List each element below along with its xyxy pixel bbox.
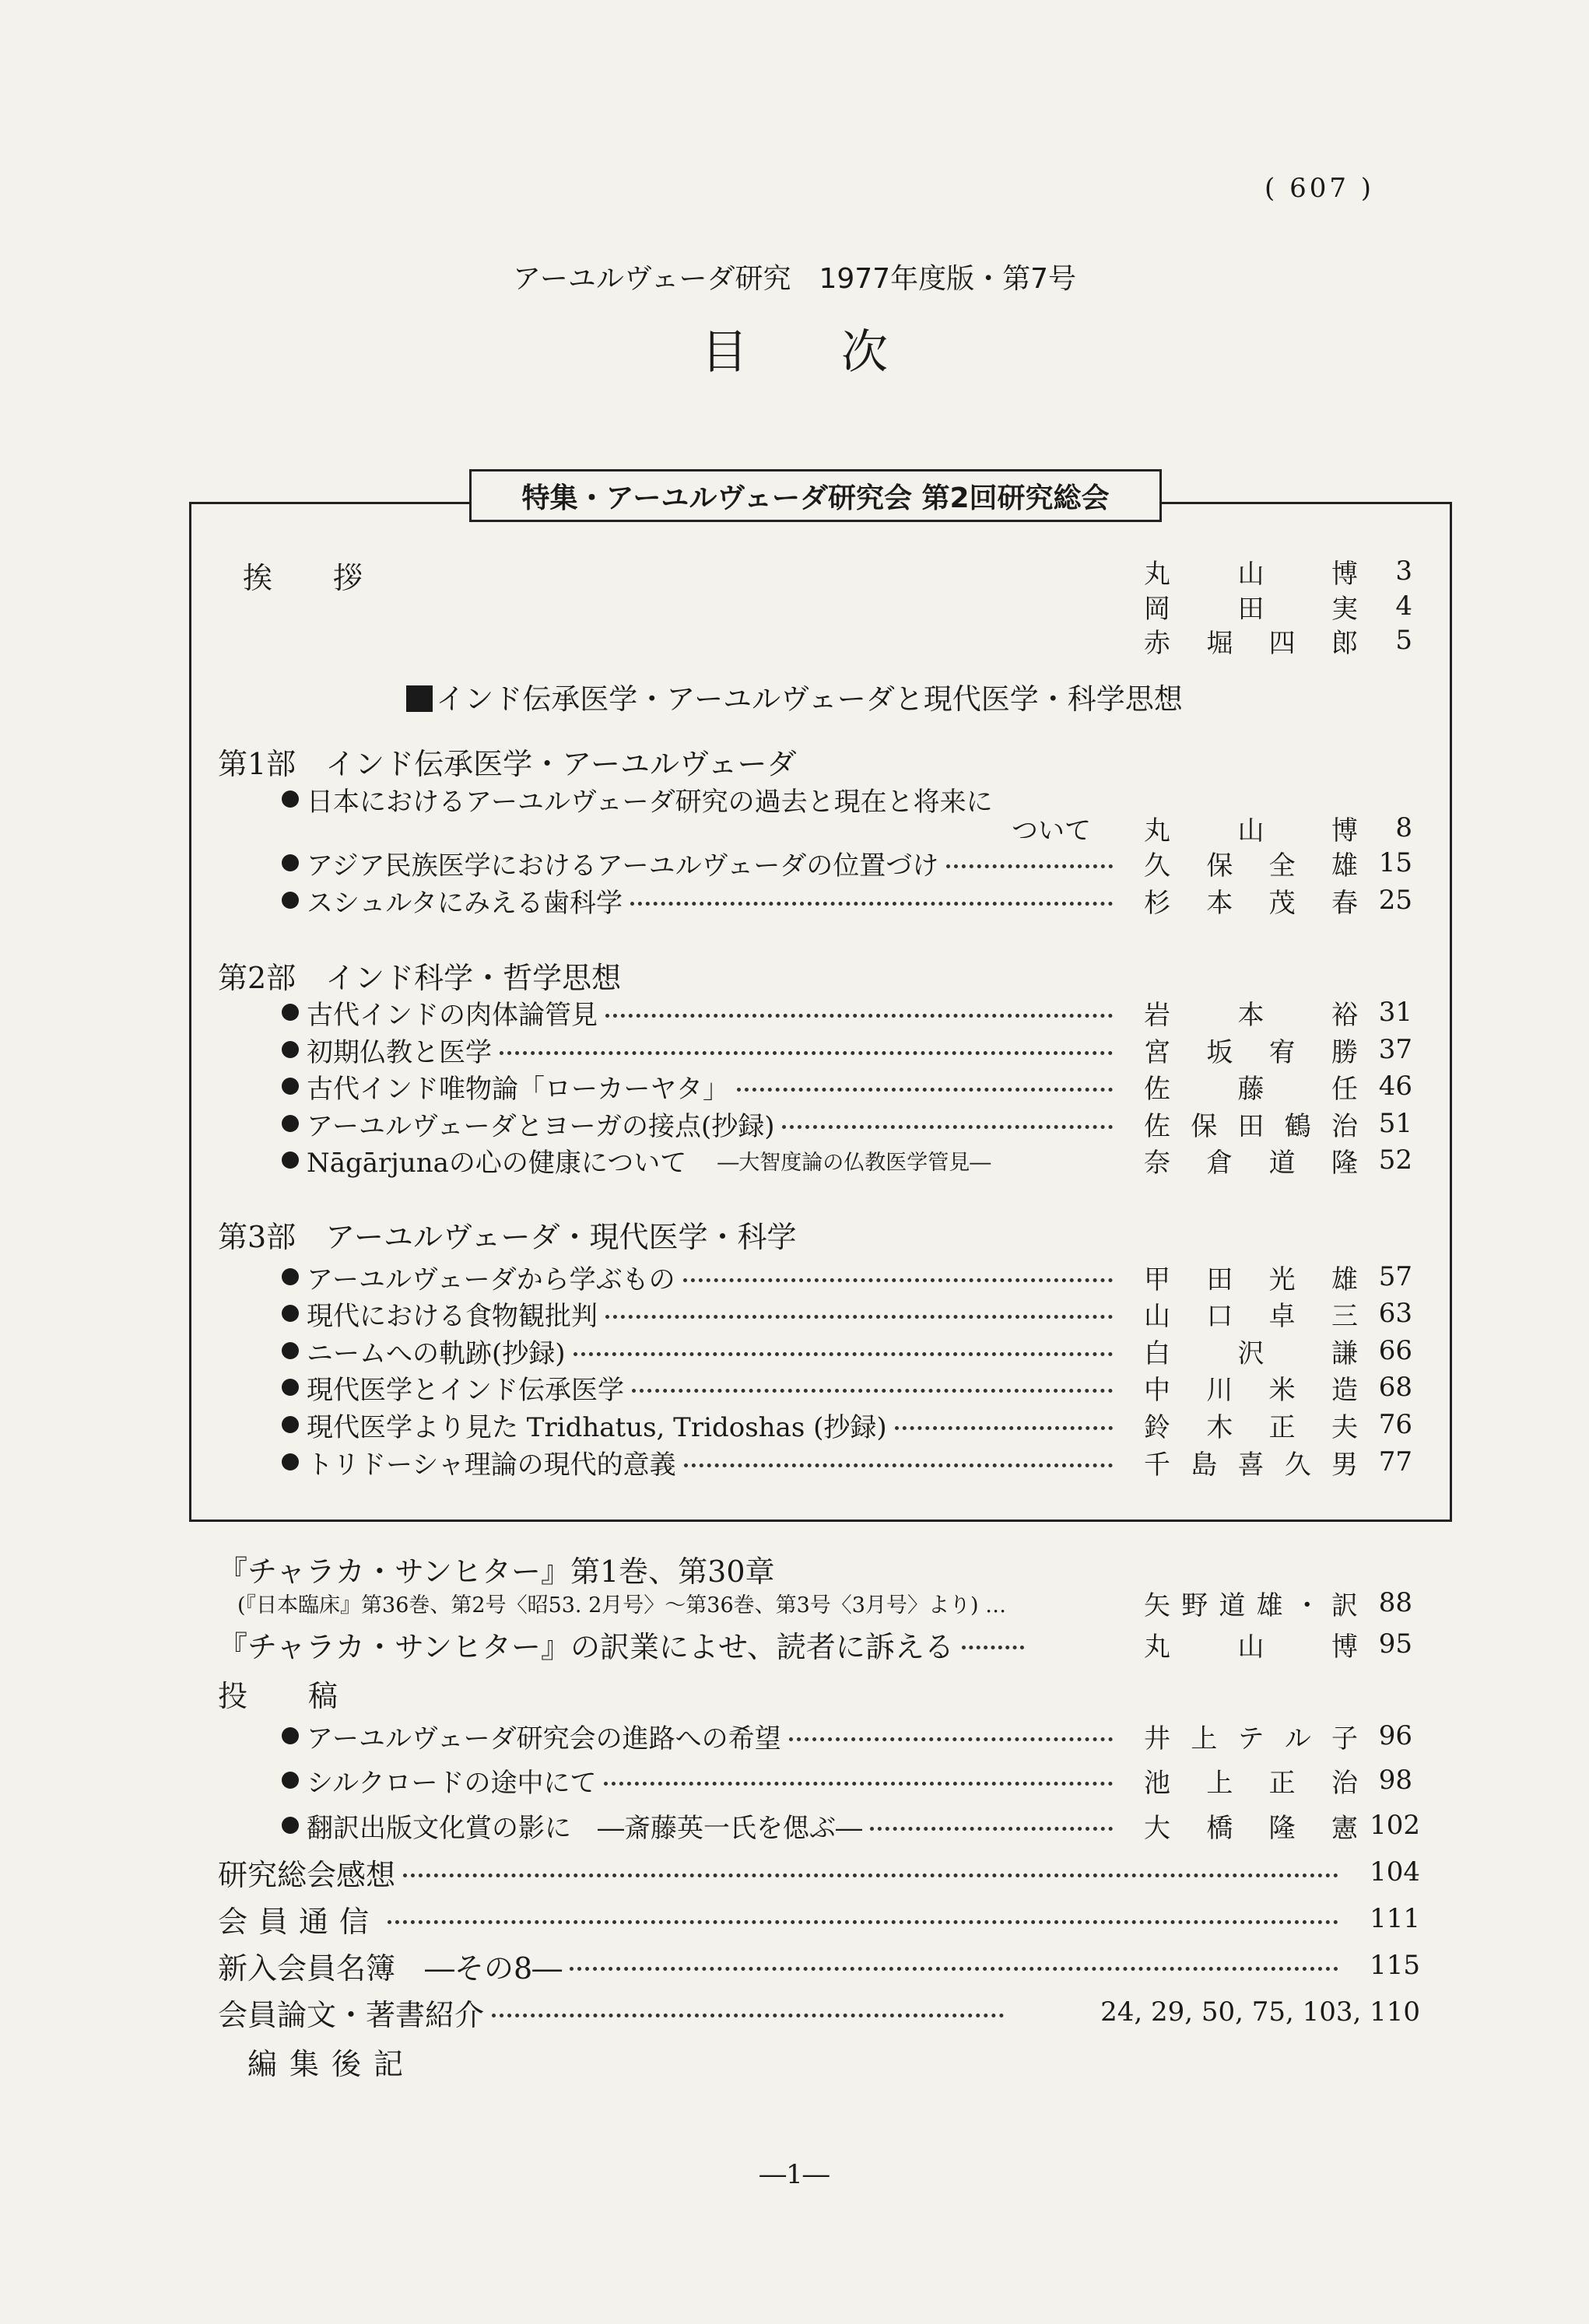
toc-entry [282, 994, 1121, 1031]
greeting-label: 挨 拶 [243, 560, 379, 595]
page-ref: 115 [1370, 1950, 1420, 1981]
contrib-heading: 投 稿 [218, 1678, 354, 1713]
entry-title: アーユルヴェーダ研究会の進路への希望 [307, 1723, 781, 1754]
entry-title: Nāgārjunaの心の健康について [307, 1147, 687, 1179]
toc-entry [282, 1369, 1121, 1406]
page-ref: 68 [1378, 1372, 1412, 1403]
entry-title: 現代医学とインド伝承医学 [307, 1374, 624, 1406]
bullet-icon [282, 1004, 299, 1021]
page-ref: 25 [1378, 885, 1412, 916]
entry-subtitle: ―大智度論の仏教医学管見― [717, 1150, 991, 1175]
page-ref: 98 [1378, 1765, 1412, 1796]
page-ref: 104 [1370, 1856, 1420, 1888]
page-ref: 51 [1378, 1108, 1412, 1139]
entry-title: シルクロードの途中にて [307, 1767, 597, 1799]
page-ref: 102 [1370, 1810, 1420, 1841]
toc-entry [282, 1295, 1121, 1332]
dot-leader [962, 1646, 1024, 1649]
page-ref: 57 [1378, 1261, 1412, 1292]
entry-title: 会員通信 [218, 1904, 381, 1939]
translator-name: 矢 野 道 雄 ・ 訳 [1144, 1590, 1358, 1621]
entry-title: ニームへの軌跡(抄録) [307, 1337, 566, 1369]
toc-entry [282, 1443, 1121, 1481]
toc-entry [282, 1717, 1121, 1754]
toc-entry [218, 1947, 1346, 1984]
toc-entry [282, 844, 1121, 882]
page-number: ( 607 ) [1265, 173, 1375, 204]
dot-leader [605, 1014, 1113, 1018]
author-name: 甲 田 光 雄 [1144, 1264, 1358, 1295]
bullet-icon [282, 1727, 299, 1744]
square-icon [406, 685, 433, 712]
bullet-icon [282, 1772, 299, 1789]
page-ref: 46 [1378, 1071, 1412, 1102]
toc-entry [282, 1031, 1121, 1068]
dot-leader [782, 1125, 1113, 1129]
toc-entry [282, 1067, 1121, 1105]
author-name: 岩 本 裕 [1144, 999, 1358, 1031]
dot-leader [605, 1315, 1113, 1319]
entry-title: 日本におけるアーユルヴェーダ研究の過去と現在と将来に [307, 786, 993, 818]
page-ref: 52 [1378, 1144, 1412, 1176]
toc-entry [282, 1406, 1121, 1443]
author-name: 佐 保 田 鶴 治 [1144, 1110, 1358, 1142]
entry-title: 古代インドの肉体論管見 [307, 999, 598, 1031]
author-name: 丸 山 博 [1144, 558, 1358, 590]
dot-leader [870, 1827, 1113, 1831]
dot-leader [604, 1782, 1113, 1786]
entry-title: 初期仏教と医学 [307, 1036, 492, 1068]
journal-line: アーユルヴェーダ研究 1977年度版・第7号 [512, 263, 1076, 295]
author-name: 久 保 全 雄 [1144, 850, 1358, 882]
author-name: 鈴 木 正 夫 [1144, 1411, 1358, 1443]
page-ref: 15 [1378, 847, 1412, 878]
toc-entry [282, 1761, 1121, 1799]
author-name: 千 島 喜 久 男 [1144, 1449, 1358, 1481]
toc-entry [218, 1900, 1346, 1937]
author-name: 井 上 テ ル 子 [1144, 1723, 1358, 1754]
author-name: 佐 藤 任 [1144, 1073, 1358, 1105]
bullet-icon [282, 1379, 299, 1396]
entry-title: 古代インド唯物論「ローカーヤタ」 [307, 1073, 729, 1105]
entry-title-cont: ついて [1012, 815, 1091, 847]
special-banner: 特集・アーユルヴェーダ研究会 第2回研究総会 [469, 469, 1162, 522]
entry-title: 現代医学より見た Tridhatus, Tridoshas (抄録) [307, 1411, 887, 1443]
charaka-title: 『チャラカ・サンヒター』第1巻、第30章 [218, 1554, 775, 1589]
dot-leader [570, 1967, 1338, 1971]
entry-title: アーユルヴェーダから学ぶもの [307, 1264, 675, 1295]
author-name: 丸 山 博 [1144, 1631, 1358, 1663]
author-name: 赤 堀 四 郎 [1144, 627, 1358, 659]
dot-leader [388, 1920, 1338, 1924]
dot-leader [403, 1874, 1338, 1877]
page-ref: 111 [1370, 1903, 1420, 1934]
bullet-icon [282, 1817, 299, 1834]
dot-leader [946, 864, 1113, 868]
bullet-icon [282, 790, 299, 808]
page-ref: 8 [1395, 812, 1412, 843]
charaka-note: (『日本臨床』第36巻、第2号〈昭53. 2月号〉～第36巻、第3号〈3月号〉より) … [237, 1593, 1007, 1618]
page-ref: 95 [1378, 1628, 1412, 1660]
author-name: 奈 倉 道 隆 [1144, 1147, 1358, 1179]
theme-text: インド伝承医学・アーユルヴェーダと現代医学・科学思想 [436, 682, 1183, 716]
entry-title: トリドーシャ理論の現代的意義 [307, 1449, 676, 1481]
toc-entry [282, 1332, 1121, 1369]
author-name: 岡 田 実 [1144, 593, 1358, 625]
toc-entry [282, 1141, 1121, 1179]
bullet-icon [282, 1041, 299, 1058]
part-heading: 第2部 インド科学・哲学思想 [218, 960, 622, 995]
bullet-icon [282, 1268, 299, 1285]
page-ref: 66 [1378, 1335, 1412, 1366]
bullet-icon [282, 854, 299, 871]
dot-leader [630, 902, 1113, 906]
dot-leader [895, 1426, 1113, 1430]
page-ref: 5 [1395, 625, 1412, 656]
part-heading: 第3部 アーユルヴェーダ・現代医学・科学 [218, 1219, 797, 1254]
author-name: 白 沢 謙 [1144, 1337, 1358, 1369]
entry-title: 『チャラカ・サンヒター』の訳業によせ、読者に訴える [218, 1629, 954, 1664]
toc-entry [218, 1625, 1121, 1663]
theme-heading [0, 675, 1589, 717]
bullet-icon [282, 1078, 299, 1095]
entry-title: 新入会員名簿 ―その8― [218, 1951, 563, 1986]
bullet-icon [282, 1115, 299, 1132]
bullet-icon [282, 1453, 299, 1470]
page-ref: 76 [1378, 1409, 1412, 1440]
page-ref: 63 [1378, 1298, 1412, 1329]
author-name: 大 橋 隆 憲 [1144, 1812, 1358, 1844]
page-ref: 24, 29, 50, 75, 103, 110 [1100, 1996, 1420, 2028]
toc-entry [282, 1105, 1121, 1142]
bullet-icon [282, 892, 299, 909]
page-ref: 37 [1378, 1034, 1412, 1065]
dot-leader [574, 1352, 1113, 1356]
bullet-icon [282, 1305, 299, 1322]
toc-title: 目次 [701, 325, 981, 380]
editorial-postscript: 編集後記 [247, 2046, 416, 2081]
bullet-icon [282, 1342, 299, 1359]
bullet-icon [282, 1151, 299, 1169]
page-ref: 3 [1395, 556, 1412, 587]
folio: ―1― [759, 2159, 830, 2190]
entry-title: アジア民族医学におけるアーユルヴェーダの位置づけ [307, 850, 939, 882]
bullet-icon [282, 1416, 299, 1433]
dot-leader [683, 1278, 1113, 1282]
page-ref: 4 [1395, 591, 1412, 622]
entry-title: 研究総会感想 [218, 1857, 396, 1892]
author-name: 杉 本 茂 春 [1144, 887, 1358, 919]
entry-title: 会員論文・著書紹介 [218, 1997, 485, 2032]
page-ref: 96 [1378, 1720, 1412, 1751]
entry-title: スシュルタにみえる歯科学 [307, 887, 623, 919]
dot-leader [632, 1389, 1113, 1393]
dot-leader [684, 1463, 1113, 1467]
toc-entry [218, 1853, 1346, 1891]
toc-entry [282, 1807, 1121, 1844]
toc-entry [282, 1258, 1121, 1295]
author-name: 宮 坂 宥 勝 [1144, 1036, 1358, 1068]
dot-leader [737, 1088, 1113, 1092]
toc-entry [218, 1993, 1012, 2031]
dot-leader [789, 1737, 1113, 1741]
page-ref: 77 [1378, 1446, 1412, 1477]
entry-title: 現代における食物観批判 [307, 1300, 598, 1332]
author-name: 丸 山 博 [1144, 815, 1358, 847]
dot-leader [492, 2014, 1004, 2017]
entry-title: アーユルヴェーダとヨーガの接点(抄録) [307, 1110, 775, 1142]
page-ref: 31 [1378, 997, 1412, 1028]
entry-title: 翻訳出版文化賞の影に ―斎藤英一氏を偲ぶ― [307, 1812, 862, 1844]
author-name: 中 川 米 造 [1144, 1374, 1358, 1406]
toc-entry [282, 780, 1091, 818]
dot-leader [500, 1051, 1113, 1055]
author-name: 池 上 正 治 [1144, 1767, 1358, 1799]
toc-entry [282, 882, 1121, 919]
author-name: 山 口 卓 三 [1144, 1300, 1358, 1332]
page-ref: 88 [1378, 1587, 1412, 1618]
part-heading: 第1部 インド伝承医学・アーユルヴェーダ [218, 746, 797, 781]
